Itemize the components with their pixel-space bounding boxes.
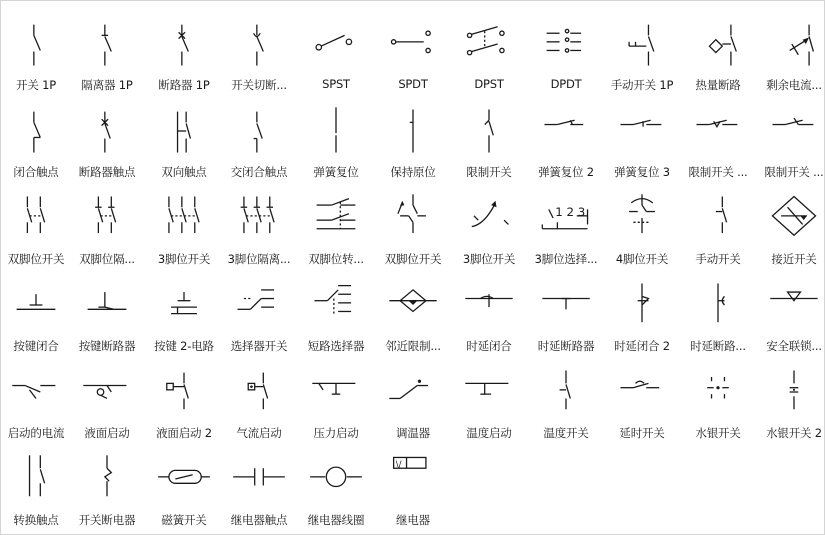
shape-label: 接近开关 — [771, 252, 817, 266]
shape-preview-icon — [8, 364, 64, 420]
shape-item[interactable] — [0, 187, 74, 274]
shape-label: 继电器 — [396, 513, 430, 527]
shape-item[interactable] — [756, 187, 825, 274]
shape-item[interactable] — [451, 274, 527, 361]
shape-label: 弹簧复位 3 — [614, 165, 670, 179]
shape-preview-icon — [690, 16, 746, 72]
shape-label: 短路选择器 — [307, 339, 365, 353]
shape-label: 温度启动 — [466, 426, 512, 440]
shape-preview-icon — [156, 16, 212, 72]
shape-label: 时延断路器 — [537, 339, 595, 353]
shape-preview-icon — [538, 103, 594, 159]
shape-item[interactable] — [604, 361, 680, 448]
shape-preview-icon — [308, 16, 364, 72]
shape-preview-icon — [79, 190, 135, 246]
shape-item[interactable] — [528, 100, 604, 187]
shape-preview-icon — [766, 190, 822, 246]
shape-preview-icon — [766, 277, 822, 333]
shape-preview-icon — [385, 451, 441, 507]
shape-preview-icon — [8, 16, 64, 72]
shape-preview-icon — [614, 277, 670, 333]
shape-item[interactable] — [298, 13, 374, 100]
shape-item[interactable] — [298, 100, 374, 187]
shape-preview-icon — [385, 16, 441, 72]
shape-preview-icon — [690, 103, 746, 159]
shape-label: 液面启动 — [84, 426, 130, 440]
shape-label: 断路器触点 — [78, 165, 136, 179]
shape-preview-icon — [308, 190, 364, 246]
shape-item[interactable] — [756, 361, 825, 448]
shape-item[interactable] — [604, 13, 680, 100]
shape-label: 按键断路器 — [78, 339, 136, 353]
shape-label: 开关 1P — [16, 78, 56, 92]
shape-item[interactable] — [680, 274, 756, 361]
shape-label: 闭合触点 — [13, 165, 59, 179]
shape-preview-icon — [231, 103, 287, 159]
shape-item[interactable] — [756, 13, 825, 100]
shape-label: 3脚位选择... — [534, 252, 598, 266]
shape-preview-icon — [385, 103, 441, 159]
shape-label: 隔离器 1P — [81, 78, 133, 92]
shape-item[interactable] — [0, 274, 74, 361]
shape-item[interactable] — [221, 13, 297, 100]
shape-label: 双向触点 — [161, 165, 207, 179]
shape-item[interactable] — [375, 100, 451, 187]
shape-preview-icon — [308, 277, 364, 333]
shape-preview-icon — [231, 451, 287, 507]
shape-preview-icon — [538, 364, 594, 420]
shape-preview-icon — [8, 451, 64, 507]
shape-label: 继电器触点 — [230, 513, 288, 527]
shape-label: 邻近限制... — [385, 339, 441, 353]
shape-preview-icon — [79, 364, 135, 420]
shape-label: 压力启动 — [313, 426, 359, 440]
shape-item[interactable] — [680, 187, 756, 274]
shape-label: 双脚位转... — [308, 252, 364, 266]
shape-item[interactable] — [604, 100, 680, 187]
shape-preview-icon — [766, 364, 822, 420]
shape-item[interactable] — [680, 361, 756, 448]
shape-preview-icon — [614, 190, 670, 246]
shape-item[interactable] — [451, 13, 527, 100]
shape-preview-icon — [231, 16, 287, 72]
shape-label: 开关切断... — [231, 78, 287, 92]
shape-label: 3脚位开关 — [462, 252, 516, 266]
shape-label: 按键 2-电路 — [154, 339, 214, 353]
shape-label: 启动的电流 — [7, 426, 65, 440]
shape-item[interactable] — [298, 187, 374, 274]
shape-preview-icon — [156, 103, 212, 159]
shape-label: 热量断路 — [695, 78, 741, 92]
shape-item[interactable] — [221, 274, 297, 361]
shape-preview-icon — [8, 277, 64, 333]
shape-label: 温度开关 — [543, 426, 589, 440]
shape-label: 调温器 — [396, 426, 430, 440]
shape-label: 限制开关 ... — [688, 165, 748, 179]
shape-label: 限制开关 ... — [764, 165, 824, 179]
shape-item[interactable] — [528, 361, 604, 448]
shape-preview-icon — [461, 364, 517, 420]
shape-item[interactable] — [0, 361, 74, 448]
shape-label: 按键闭合 — [13, 339, 59, 353]
shape-label: 4脚位开关 — [615, 252, 669, 266]
shape-label: 继电器线圈 — [307, 513, 365, 527]
shape-item[interactable] — [0, 448, 74, 535]
shape-item[interactable] — [756, 100, 825, 187]
shape-preview-icon — [614, 103, 670, 159]
shape-label: 水银开关 — [695, 426, 741, 440]
shape-item[interactable] — [146, 361, 222, 448]
shape-item[interactable] — [451, 100, 527, 187]
shape-label: 交闭合触点 — [230, 165, 288, 179]
shape-preview-icon — [308, 103, 364, 159]
shape-item[interactable] — [375, 187, 451, 274]
shape-item[interactable] — [604, 187, 680, 274]
shape-label: 气流启动 — [236, 426, 282, 440]
shape-label: 安全联锁... — [766, 339, 822, 353]
shape-label: 双脚位开关 — [7, 252, 65, 266]
shape-item[interactable] — [0, 13, 74, 100]
shape-preview-icon — [8, 103, 64, 159]
shape-preview-icon — [461, 16, 517, 72]
shape-preview-icon — [461, 277, 517, 333]
shape-item[interactable] — [375, 448, 451, 535]
shape-label: DPDT — [550, 77, 582, 91]
shape-preview-icon — [766, 16, 822, 72]
shape-item[interactable] — [221, 361, 297, 448]
shape-label: 水银开关 2 — [766, 426, 822, 440]
shape-preview-icon — [385, 277, 441, 333]
shape-preview-icon — [766, 103, 822, 159]
shape-item[interactable] — [298, 361, 374, 448]
shape-label: 剩余电流... — [766, 78, 822, 92]
shape-preview-icon — [156, 190, 212, 246]
shape-preview-icon — [385, 364, 441, 420]
shape-preview-icon — [308, 451, 364, 507]
shape-item[interactable] — [298, 274, 374, 361]
shape-label: 选择器开关 — [230, 339, 288, 353]
shape-label: SPDT — [398, 77, 428, 91]
shape-label: 转换触点 — [13, 513, 59, 527]
shape-label: 手动开关 — [695, 252, 741, 266]
shape-preview-icon — [79, 16, 135, 72]
shape-preview-icon — [690, 277, 746, 333]
shape-item[interactable] — [528, 187, 604, 274]
shape-preview-icon — [231, 190, 287, 246]
shape-preview-icon — [385, 190, 441, 246]
shape-item[interactable] — [375, 274, 451, 361]
shape-label: SPST — [322, 77, 350, 91]
shape-preview-icon — [156, 364, 212, 420]
shape-preview-icon — [538, 190, 594, 246]
shape-preview-icon — [614, 364, 670, 420]
shape-label: 双脚位开关 — [384, 252, 442, 266]
shape-label: 磁簧开关 — [161, 513, 207, 527]
shape-item[interactable] — [680, 13, 756, 100]
shape-item[interactable] — [221, 187, 297, 274]
shape-item[interactable] — [69, 361, 145, 448]
shape-item[interactable] — [680, 100, 756, 187]
shape-label: 延时开关 — [619, 426, 665, 440]
shape-item[interactable] — [146, 13, 222, 100]
shape-item[interactable] — [451, 187, 527, 274]
shape-label: 液面启动 2 — [156, 426, 212, 440]
shape-label: 限制开关 — [466, 165, 512, 179]
shape-label: 开关断电器 — [78, 513, 136, 527]
shape-label: 弹簧复位 — [313, 165, 359, 179]
shape-label: 保持原位 — [390, 165, 436, 179]
shape-preview-icon — [79, 103, 135, 159]
shape-item[interactable] — [528, 274, 604, 361]
shape-label: 双脚位隔... — [79, 252, 135, 266]
shape-preview-icon — [690, 364, 746, 420]
selector-digits: 1 2 3 — [555, 204, 586, 219]
shape-item[interactable] — [221, 100, 297, 187]
shape-item[interactable] — [146, 448, 222, 535]
shape-preview-icon — [308, 364, 364, 420]
shape-preview-icon — [8, 190, 64, 246]
shape-label: 时延断路... — [690, 339, 746, 353]
shape-label: 3脚位隔离... — [227, 252, 291, 266]
shape-item[interactable] — [528, 13, 604, 100]
shape-item[interactable] — [0, 100, 74, 187]
shape-label: 弹簧复位 2 — [538, 165, 594, 179]
shape-preview-icon — [538, 277, 594, 333]
shape-label: DPST — [474, 77, 504, 91]
shape-preview-icon — [79, 277, 135, 333]
shape-preview-icon — [538, 16, 594, 72]
shape-label: 断路器 1P — [158, 78, 210, 92]
shape-preview-icon — [156, 277, 212, 333]
shape-preview-icon — [231, 364, 287, 420]
shape-item[interactable] — [756, 274, 825, 361]
shape-item[interactable] — [451, 361, 527, 448]
shape-preview-icon — [461, 190, 517, 246]
shape-preview-icon — [231, 277, 287, 333]
shape-preview-icon — [690, 190, 746, 246]
shape-item[interactable] — [146, 187, 222, 274]
shape-item[interactable] — [69, 448, 145, 535]
shape-item[interactable] — [69, 187, 145, 274]
shape-label: 时延闭合 2 — [614, 339, 670, 353]
shape-label: 手动开关 1P — [610, 78, 674, 92]
shape-item[interactable] — [69, 274, 145, 361]
shape-item[interactable] — [146, 274, 222, 361]
shape-label: 时延闭合 — [466, 339, 512, 353]
shape-label: 3脚位开关 — [157, 252, 211, 266]
shape-item[interactable] — [146, 100, 222, 187]
shape-preview-icon — [79, 451, 135, 507]
shape-item[interactable] — [298, 448, 374, 535]
relay-mark: \/ — [395, 460, 402, 471]
shape-item[interactable] — [375, 361, 451, 448]
shape-item[interactable] — [69, 13, 145, 100]
shape-item[interactable] — [221, 448, 297, 535]
shape-preview-icon — [461, 103, 517, 159]
shape-item[interactable] — [69, 100, 145, 187]
shape-preview-icon — [614, 16, 670, 72]
shape-preview-icon — [156, 451, 212, 507]
shape-item[interactable] — [375, 13, 451, 100]
shape-item[interactable] — [604, 274, 680, 361]
